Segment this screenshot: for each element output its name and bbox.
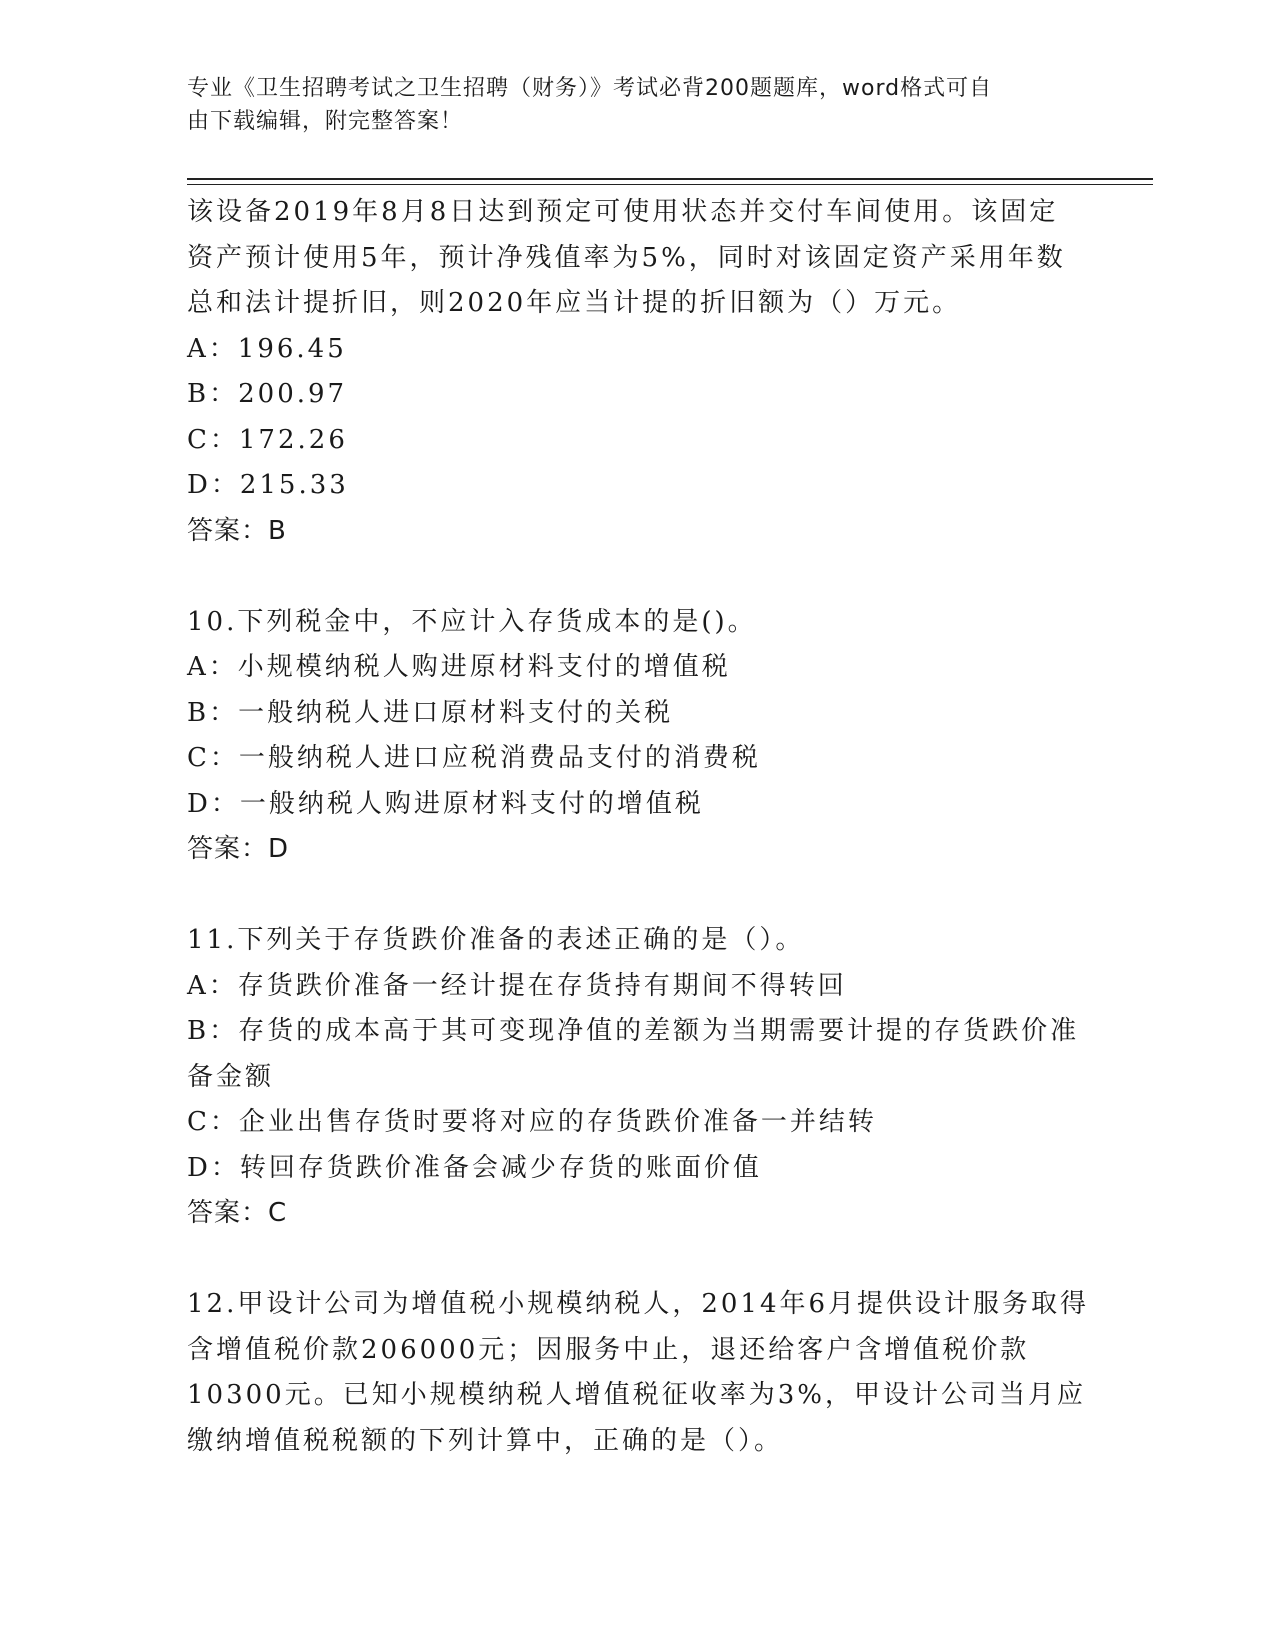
header-line-2: 由下载编辑，附完整答案！ bbox=[187, 109, 464, 134]
question-stem-line: 含增值税价款206000元；因服务中止，退还给客户含增值税价款 bbox=[187, 1334, 1030, 1365]
question-9 bbox=[187, 190, 1077, 554]
question-10 bbox=[187, 600, 1077, 873]
question-stem-line: 该设备2019年8月8日达到预定可使用状态并交付车间使用。该固定 bbox=[187, 197, 1059, 227]
question-stem-line: 资产预计使用5年，预计净残值率为5%，同时对该固定资产采用年数 bbox=[187, 242, 1066, 273]
document-header bbox=[187, 72, 1087, 138]
answer-line: 答案：B bbox=[187, 515, 287, 546]
document-body bbox=[187, 190, 1090, 1464]
answer-line: 答案：C bbox=[187, 1198, 288, 1228]
header-line-1: 专业《卫生招聘考试之卫生招聘（财务）》考试必背200题题库，word格式可自 bbox=[187, 76, 993, 101]
question-stem-line: 缴纳增值税税额的下列计算中，正确的是（）。 bbox=[187, 1425, 784, 1456]
question-stem-line: 11.下列关于存货跌价准备的表述正确的是（）。 bbox=[187, 925, 805, 955]
option-b-continued: 备金额 bbox=[187, 1061, 275, 1092]
option-c: C：企业出售存货时要将对应的存货跌价准备一并结转 bbox=[187, 1107, 877, 1137]
option-c: C：172.26 bbox=[187, 424, 348, 455]
question-11 bbox=[187, 918, 1080, 1237]
option-d: D：转回存货跌价准备会减少存货的账面价值 bbox=[187, 1152, 762, 1183]
question-stem-line: 12.甲设计公司为增值税小规模纳税人，2014年6月提供设计服务取得 bbox=[187, 1289, 1090, 1319]
spacer bbox=[187, 554, 1077, 600]
spacer bbox=[187, 873, 1077, 919]
question-stem-line: 10.下列税金中，不应计入存货成本的是()。 bbox=[187, 606, 757, 637]
header-divider-thin bbox=[187, 184, 1153, 185]
header-divider-thick bbox=[187, 178, 1153, 180]
option-d: D：215.33 bbox=[187, 470, 349, 500]
option-b: B：存货的成本高于其可变现净值的差额为当期需要计提的存货跌价准 bbox=[187, 1016, 1080, 1046]
option-b: B：200.97 bbox=[187, 379, 348, 409]
option-b: B：一般纳税人进口原材料支付的关税 bbox=[187, 697, 674, 728]
option-a: A：小规模纳税人购进原材料支付的增值税 bbox=[187, 652, 731, 682]
question-stem-line: 总和法计提折旧，则2020年应当计提的折旧额为（）万元。 bbox=[187, 288, 962, 318]
question-12 bbox=[187, 1282, 1090, 1464]
option-a: A：196.45 bbox=[187, 333, 347, 364]
option-d: D：一般纳税人购进原材料支付的增值税 bbox=[187, 788, 704, 819]
answer-line: 答案：D bbox=[187, 834, 290, 864]
option-c: C：一般纳税人进口应税消费品支付的消费税 bbox=[187, 743, 761, 773]
question-stem-line: 10300元。已知小规模纳税人增值税征收率为3%，甲设计公司当月应 bbox=[187, 1380, 1086, 1410]
spacer bbox=[187, 1237, 1077, 1283]
option-a: A：存货跌价准备一经计提在存货持有期间不得转回 bbox=[187, 970, 847, 1001]
